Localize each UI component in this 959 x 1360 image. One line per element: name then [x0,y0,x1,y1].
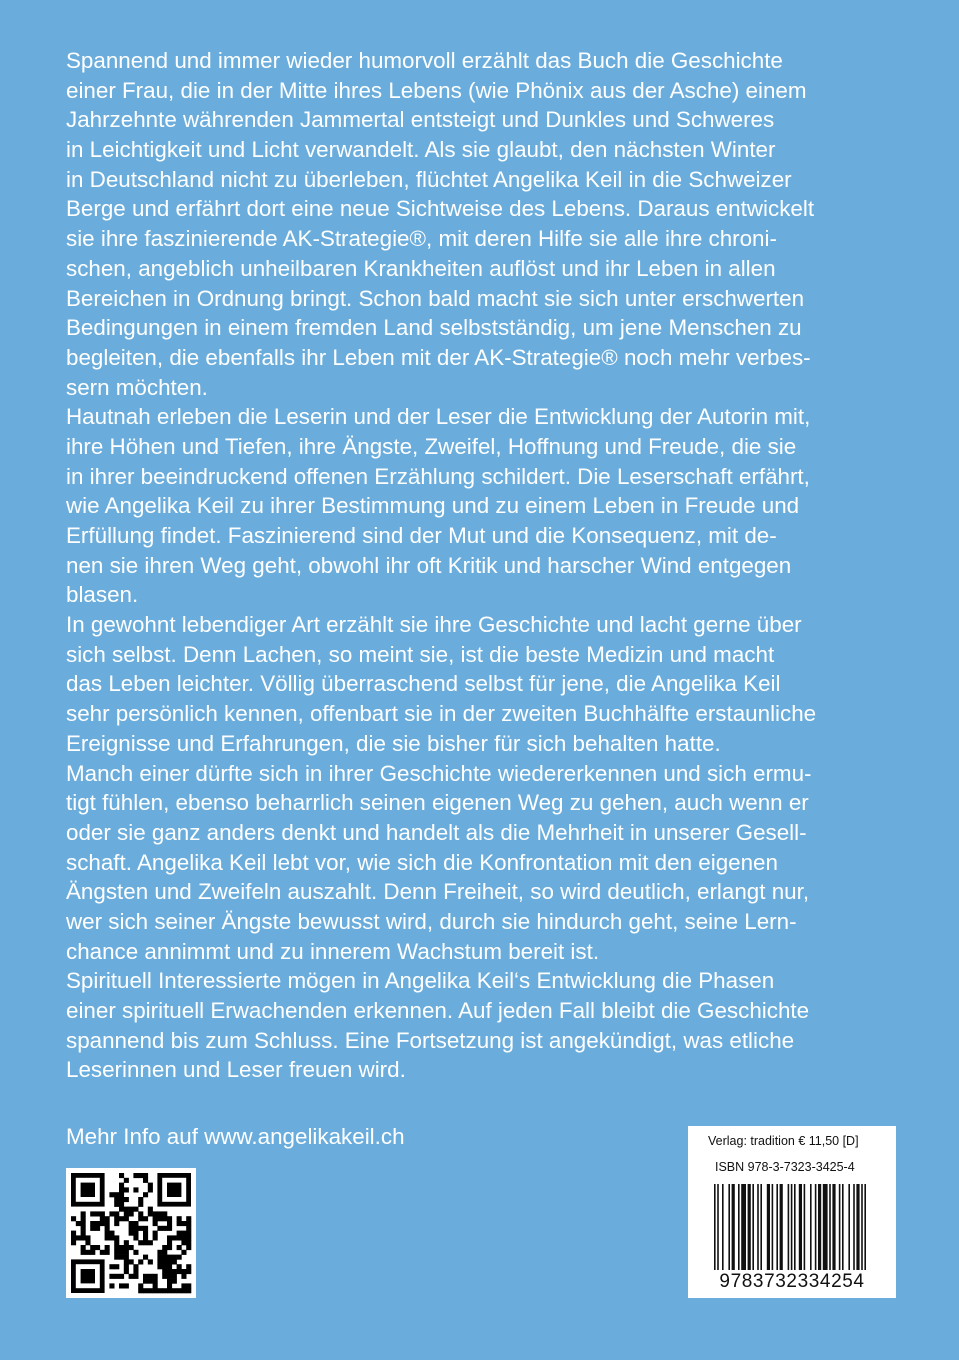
blurb-line: ihre Höhen und Tiefen, ihre Ängste, Zweifel, Hoffnung und Freude, die sie [66,433,797,459]
barcode-bars [714,1184,870,1270]
blurb-line: in Deutschland nicht zu überleben, flüchtet Angelika Keil in die Schweizer [66,166,792,192]
blurb-line: chance annimmt und zu innerem Wachstum bereit ist. [66,938,600,964]
isbn-barcode-label [688,1126,896,1298]
publisher-price: Verlag: tradition € 11,50 [D] [708,1134,859,1148]
website-info: Mehr Info auf www.angelikakeil.ch [66,1124,405,1149]
blurb-line: sie ihre faszinierende AK-Strategie®, mit deren Hilfe sie alle ihre chroni- [66,226,777,252]
blurb-line: nen sie ihren Weg geht, obwohl ihr oft Kritik und harscher Wind entgegen [66,552,792,578]
blurb-line: Hautnah erleben die Leserin und der Leser die Entwicklung der Autorin mit, [66,404,811,430]
blurb-line: einer spirituell Erwachenden erkennen. Auf jeden Fall bleibt die Geschichte [66,998,810,1023]
blurb-line: Leserinnen und Leser freuen wird. [66,1057,406,1083]
blurb-line: Ängsten und Zweifeln auszahlt. Denn Freiheit, so wird deutlich, erlangt nur, [66,879,810,905]
blurb-line: Berge und erfährt dort eine neue Sichtweise des Lebens. Daraus entwickelt [66,196,815,222]
blurb-line: Bereichen in Ordnung bringt. Schon bald macht sie sich unter erschwerten [66,285,805,311]
blurb-line: spannend bis zum Schluss. Eine Fortsetzung ist angekündigt, was etliche [66,1027,795,1053]
blurb-line: einer Frau, die in der Mitte ihres Lebens (wie Phönix aus der Asche) einem [66,77,807,103]
blurb-line: das Leben leichter. Völlig überraschend selbst für jene, die Angelika Keil [66,671,781,697]
blurb-line: oder sie ganz anders denkt und handelt als die Mehrheit in unserer Gesell- [66,819,807,845]
qr-code [66,1168,196,1298]
blurb-line: In gewohnt lebendiger Art erzählt sie ihre Geschichte und lacht gerne über [66,612,802,638]
blurb-line: schaft. Angelika Keil lebt vor, wie sich die Konfrontation mit den eigenen [66,849,778,875]
blurb-line: Ereignisse und Erfahrungen, die sie bisher für sich behalten hatte. [66,730,721,756]
blurb-line: Bedingungen in einem fremden Land selbstständig, um jene Menschen zu [66,315,802,341]
blurb-line: schen, angeblich unheilbaren Krankheiten auflöst und ihr Leben in allen [66,255,776,281]
blurb-line: Spannend und immer wieder humorvoll erzählt das Buch die Geschichte [66,48,783,73]
qr-code-graphic [66,1168,196,1298]
blurb-line: in ihrer beeindruckend offenen Erzählung schildert. Die Leserschaft erfährt, [66,463,810,489]
barcode-digits: 9783732334254 [719,1271,865,1292]
blurb-line: wie Angelika Keil zu ihrer Bestimmung und zu einem Leben in Freude und [66,493,800,519]
blurb-line: tigt fühlen, ebenso beharrlich seinen eigenen Weg zu gehen, auch wenn er [66,790,809,816]
blurb-line: Manch einer dürfte sich in ihrer Geschichte wiedererkennen und sich ermu- [66,760,812,786]
blurb-line: Spirituell Interessierte mögen in Angelika Keil‘s Entwicklung die Phasen [66,968,775,994]
blurb-line: sehr persönlich kennen, offenbart sie in der zweiten Buchhälfte erstaunliche [66,701,817,727]
blurb-line: Jahrzehnte währenden Jammertal entsteigt und Dunkles und Schweres [66,107,775,133]
blurb-line: begleiten, die ebenfalls ihr Leben mit der AK-Strategie® noch mehr verbes- [66,344,811,370]
blurb-line: blasen. [66,582,139,608]
back-cover-blurb [66,46,902,1085]
blurb-line: in Leichtigkeit und Licht verwandelt. Als sie glaubt, den nächsten Winter [66,137,776,163]
blurb-line: sich selbst. Denn Lachen, so meint sie, ist die beste Medizin und macht [66,641,775,667]
blurb-line: Erfüllung findet. Faszinierend sind der Mut und die Konsequenz, mit de- [66,523,777,548]
blurb-line: wer sich seiner Ängste bewusst wird, durch sie hindurch geht, seine Lern- [66,908,797,934]
blurb-line: sern möchten. [66,374,208,400]
isbn-text: ISBN 978-3-7323-3425-4 [715,1160,855,1174]
